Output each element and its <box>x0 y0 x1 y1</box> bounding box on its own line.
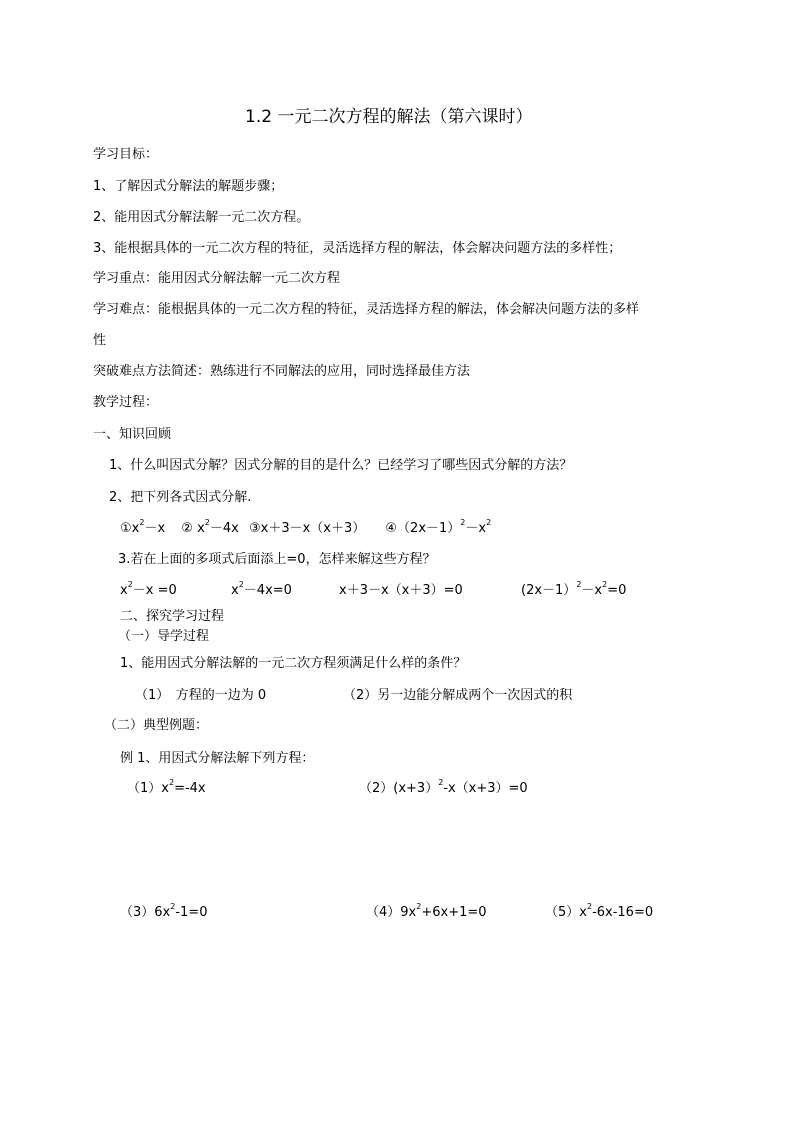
process-heading: 教学过程： <box>93 395 159 410</box>
equation-2: $x^2-4x=0$ <box>231 580 292 598</box>
factor-expr-2: ② $x^2-4x$ <box>181 518 239 536</box>
factor-expressions <box>120 518 492 537</box>
difficulty-line-1: 学习难点：能根据具体的一元二次方程的特征，灵活选择方程的解法，体会解决问题方法的多样 <box>93 302 640 317</box>
problem-5: $(5)x^2-6x-16=0$ <box>545 902 654 920</box>
equation-4: $(2x-1)^2-x^2=0$ <box>521 580 627 598</box>
breakthrough: 突破难点方法简述：熟练进行不同解法的应用，同时选择最佳方法 <box>93 364 471 379</box>
examples-subheading: （二）典型例题： <box>104 718 209 733</box>
factor-expr-1: $①x^2-x$ <box>120 518 166 536</box>
condition-2: （2）另一边能分解成两个一次因式的积 <box>343 688 573 703</box>
problem-2: （2）(x+3）$^2$-x（x+3）=0 <box>359 778 528 796</box>
objective-3: 3、能根据具体的一元二次方程的特征，灵活选择方程的解法，体会解决问题方法的多样性； <box>93 241 622 256</box>
example-heading: 例 1、用因式分解法解下列方程： <box>120 751 315 766</box>
equation-3: x＋3－x（x＋3）=0 <box>339 583 463 598</box>
title: 1.2 一元二次方程的解法（第六课时） <box>245 107 533 127</box>
review-question-3: 3.若在上面的多项式后面添上=0，怎样来解这些方程？ <box>118 552 436 567</box>
key-point: 学习重点：能用因式分解法解一元二次方程 <box>93 271 341 286</box>
factor-expr-3: ③x＋3－x（x＋3） <box>248 521 366 536</box>
objectives-heading: 学习目标： <box>93 147 159 162</box>
condition-1: （1） 方程的一边为 0 <box>135 688 267 703</box>
explore-heading: 二、探究学习过程 <box>120 609 225 624</box>
review-question-2: 2、把下列各式因式分解. <box>109 490 252 505</box>
difficulty-line-2: 性 <box>93 333 107 348</box>
review-question-1: 1、什么叫因式分解？因式分解的目的是什么？已经学习了哪些因式分解的方法？ <box>109 458 573 473</box>
problem-4: $(4)9x^2+6x+1=0$ <box>366 902 487 920</box>
objective-1: 1、了解因式分解法的解题步骤； <box>93 179 284 194</box>
factor-expr-4: $④(2x-1)^2-x^2$ <box>385 518 492 536</box>
equation-1: $x^2-x =0$ <box>120 580 177 598</box>
objective-2: 2、能用因式分解法解一元二次方程。 <box>93 210 310 225</box>
review-heading: 一、知识回顾 <box>93 427 172 442</box>
problem-3: $(3)6x^2-1=0$ <box>120 902 208 920</box>
problem-1: $(1)x^2=-4x$ <box>127 778 206 796</box>
guide-subheading: （一）导学过程 <box>118 629 210 644</box>
explore-question-1: 1、能用因式分解法解的一元二次方程须满足什么样的条件？ <box>120 656 467 671</box>
